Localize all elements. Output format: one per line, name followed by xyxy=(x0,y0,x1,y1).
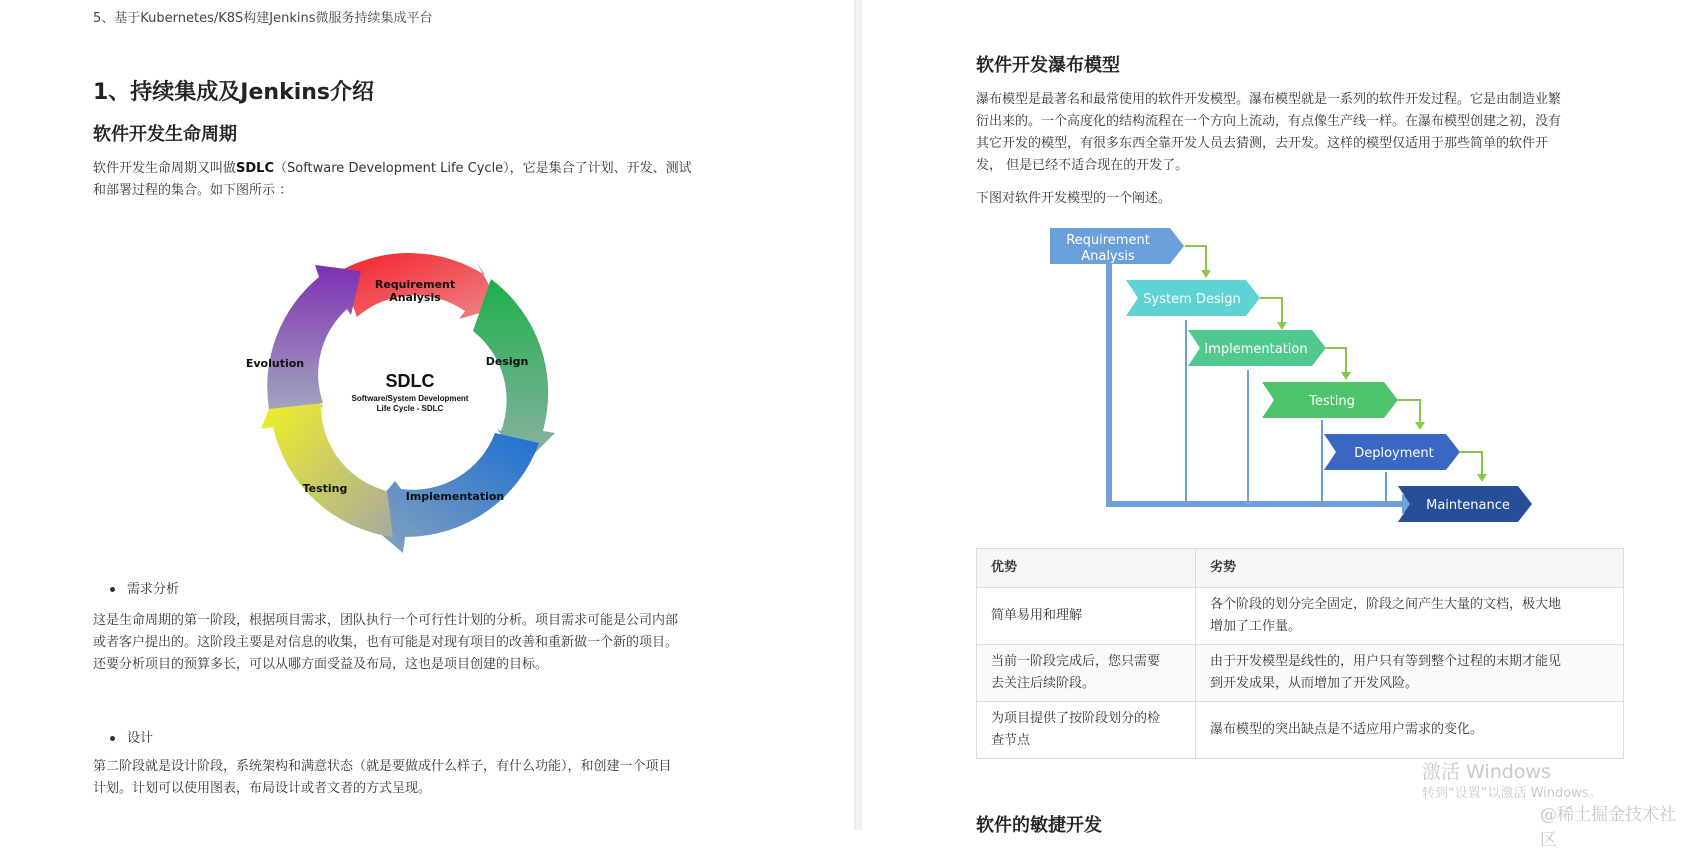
table-row xyxy=(977,645,1624,702)
bullet-text: 需求分析 xyxy=(127,582,180,597)
activate-windows-watermark-title: 激活 Windows xyxy=(1422,761,1551,783)
cell-text: 查节点 xyxy=(991,733,1031,748)
waterfall-paragraph-line-4: 发， 但是已经不适合现在的开发了。 xyxy=(976,158,1189,173)
wf-step-requirement-label-1: Requirement xyxy=(1066,233,1150,248)
waterfall-diagram xyxy=(1050,224,1540,530)
table-header-disadvantages: 劣势 xyxy=(1196,549,1624,588)
requirement-paragraph-line-3: 还要分析项目的预算多长，可以从哪方面受益及布局，这也是项目创建的目标。 xyxy=(93,657,549,672)
table-header-row xyxy=(977,549,1624,588)
cell-text: 去关注后续阶段。 xyxy=(991,676,1096,691)
wf-step-requirement-label-2: Analysis xyxy=(1081,249,1135,264)
table-row xyxy=(977,588,1624,645)
table-row xyxy=(977,702,1624,759)
activate-windows-watermark-subtitle: 转到“设置”以激活 Windows。 xyxy=(1422,786,1602,801)
design-paragraph-line-1: 第二阶段就是设计阶段，系统架构和满意状态（就是要做成什么样子，有什么功能），和创建一个项目 xyxy=(93,759,672,774)
label-testing: Testing xyxy=(302,482,348,495)
cell-text: 增加了工作量。 xyxy=(1210,619,1302,634)
site-watermark: @稀土掘金技术社区 xyxy=(1540,805,1676,850)
bullet-dot xyxy=(110,736,115,741)
cell-text: 为项目提供了按阶段划分的检 xyxy=(991,711,1161,726)
cell-text: 各个阶段的划分完全固定，阶段之间产生大量的文档，极大地 xyxy=(1210,597,1562,612)
sdlc-cycle-diagram xyxy=(245,235,575,565)
table-cell-advantage xyxy=(977,588,1196,645)
document-page-left xyxy=(0,0,854,830)
requirement-paragraph-line-1: 这是生命周期的第一阶段，根据项目需求，团队执行一个可行性计划的分析。项目需求可能是公司内部 xyxy=(93,613,679,628)
heading-waterfall-model: 软件开发瀑布模型 xyxy=(976,55,1120,76)
design-paragraph-line-2: 计划。计划可以使用图表，布局设计或者文者的方式呈现。 xyxy=(93,781,432,796)
cell-text: 由于开发模型是线性的，用户只有等到整个过程的末期才能见 xyxy=(1210,654,1562,669)
waterfall-paragraph-line-1: 瀑布模型是最著名和最常使用的软件开发模型。瀑布模型就是一系列的软件开发过程。它是由制造业繁 xyxy=(976,92,1562,107)
bullet-requirement-analysis xyxy=(110,578,179,597)
wf-step-implementation-label: Implementation xyxy=(1204,342,1308,357)
waterfall-paragraph-line-2: 衍出来的。一个高度化的结构流程在一个方向上流动，有点像生产线一样。在瀑布模型创建之初，没有 xyxy=(976,114,1562,129)
table-cell-advantage xyxy=(977,645,1196,702)
heading-software-lifecycle: 软件开发生命周期 xyxy=(93,124,237,145)
label-requirement-2: Analysis xyxy=(389,291,441,304)
breadcrumb: 5、基于Kubernetes/K8S构建Jenkins微服务持续集成平台 xyxy=(93,11,433,26)
intro-paragraph-line-1 xyxy=(93,158,692,180)
waterfall-paragraph-line-3: 其它开发的模型，有很多东西全靠开发人员去猜测，去开发。这样的模型仅适用于那些简单的软件开 xyxy=(976,136,1549,151)
wf-step-system-design-label: System Design xyxy=(1143,292,1241,307)
heading-agile-development: 软件的敏捷开发 xyxy=(976,815,1102,836)
waterfall-pros-cons-table xyxy=(976,548,1624,759)
table-cell-advantage xyxy=(977,702,1196,759)
sdlc-center-sub2: Life Cycle - SDLC xyxy=(376,404,444,413)
intro-text-cont: （Software Development Life Cycle），它是集合了计划、开发、测试 xyxy=(274,161,692,176)
waterfall-paragraph-line-5: 下图对软件开发模型的一个阐述。 xyxy=(976,191,1172,206)
table-cell-disadvantage xyxy=(1196,645,1624,702)
label-implementation: Implementation xyxy=(405,490,505,503)
label-requirement-1: Requirement xyxy=(374,278,456,291)
cell-text: 简单易用和理解 xyxy=(991,608,1083,623)
intro-paragraph-line-2: 和部署过程的集合。如下图所示 ： xyxy=(93,183,293,198)
intro-text: 软件开发生命周期又叫做 xyxy=(93,161,237,176)
requirement-paragraph-line-2: 或者客户提出的。这阶段主要是对信息的收集，也有可能是对现有项目的改善和重新做一个新的项目。 xyxy=(93,635,679,650)
bullet-design xyxy=(110,727,153,746)
page-separator xyxy=(854,0,862,830)
section-heading-ci-jenkins: 1、持续集成及Jenkins介绍 xyxy=(93,80,375,105)
sdlc-center-sub1: Software/System Development xyxy=(351,394,469,403)
table-cell-disadvantage xyxy=(1196,702,1624,759)
bullet-dot xyxy=(110,587,115,592)
wf-step-deployment-label: Deployment xyxy=(1354,446,1434,461)
wf-step-maintenance-label: Maintenance xyxy=(1426,498,1510,513)
label-evolution: Evolution xyxy=(245,357,305,370)
label-design: Design xyxy=(485,355,529,368)
table-header-advantages: 优势 xyxy=(977,549,1196,588)
bullet-text: 设计 xyxy=(127,731,154,746)
table-cell-disadvantage xyxy=(1196,588,1624,645)
wf-step-testing-label: Testing xyxy=(1309,394,1355,409)
cell-text: 瀑布模型的突出缺点是不适应用户需求的变化。 xyxy=(1210,722,1484,737)
cell-text: 当前一阶段完成后，您只需要 xyxy=(991,654,1161,669)
cell-text: 到开发成果，从而增加了开发风险。 xyxy=(1210,676,1419,691)
sdlc-center-title: SDLC xyxy=(385,371,435,391)
sdlc-term: SDLC xyxy=(236,161,274,176)
